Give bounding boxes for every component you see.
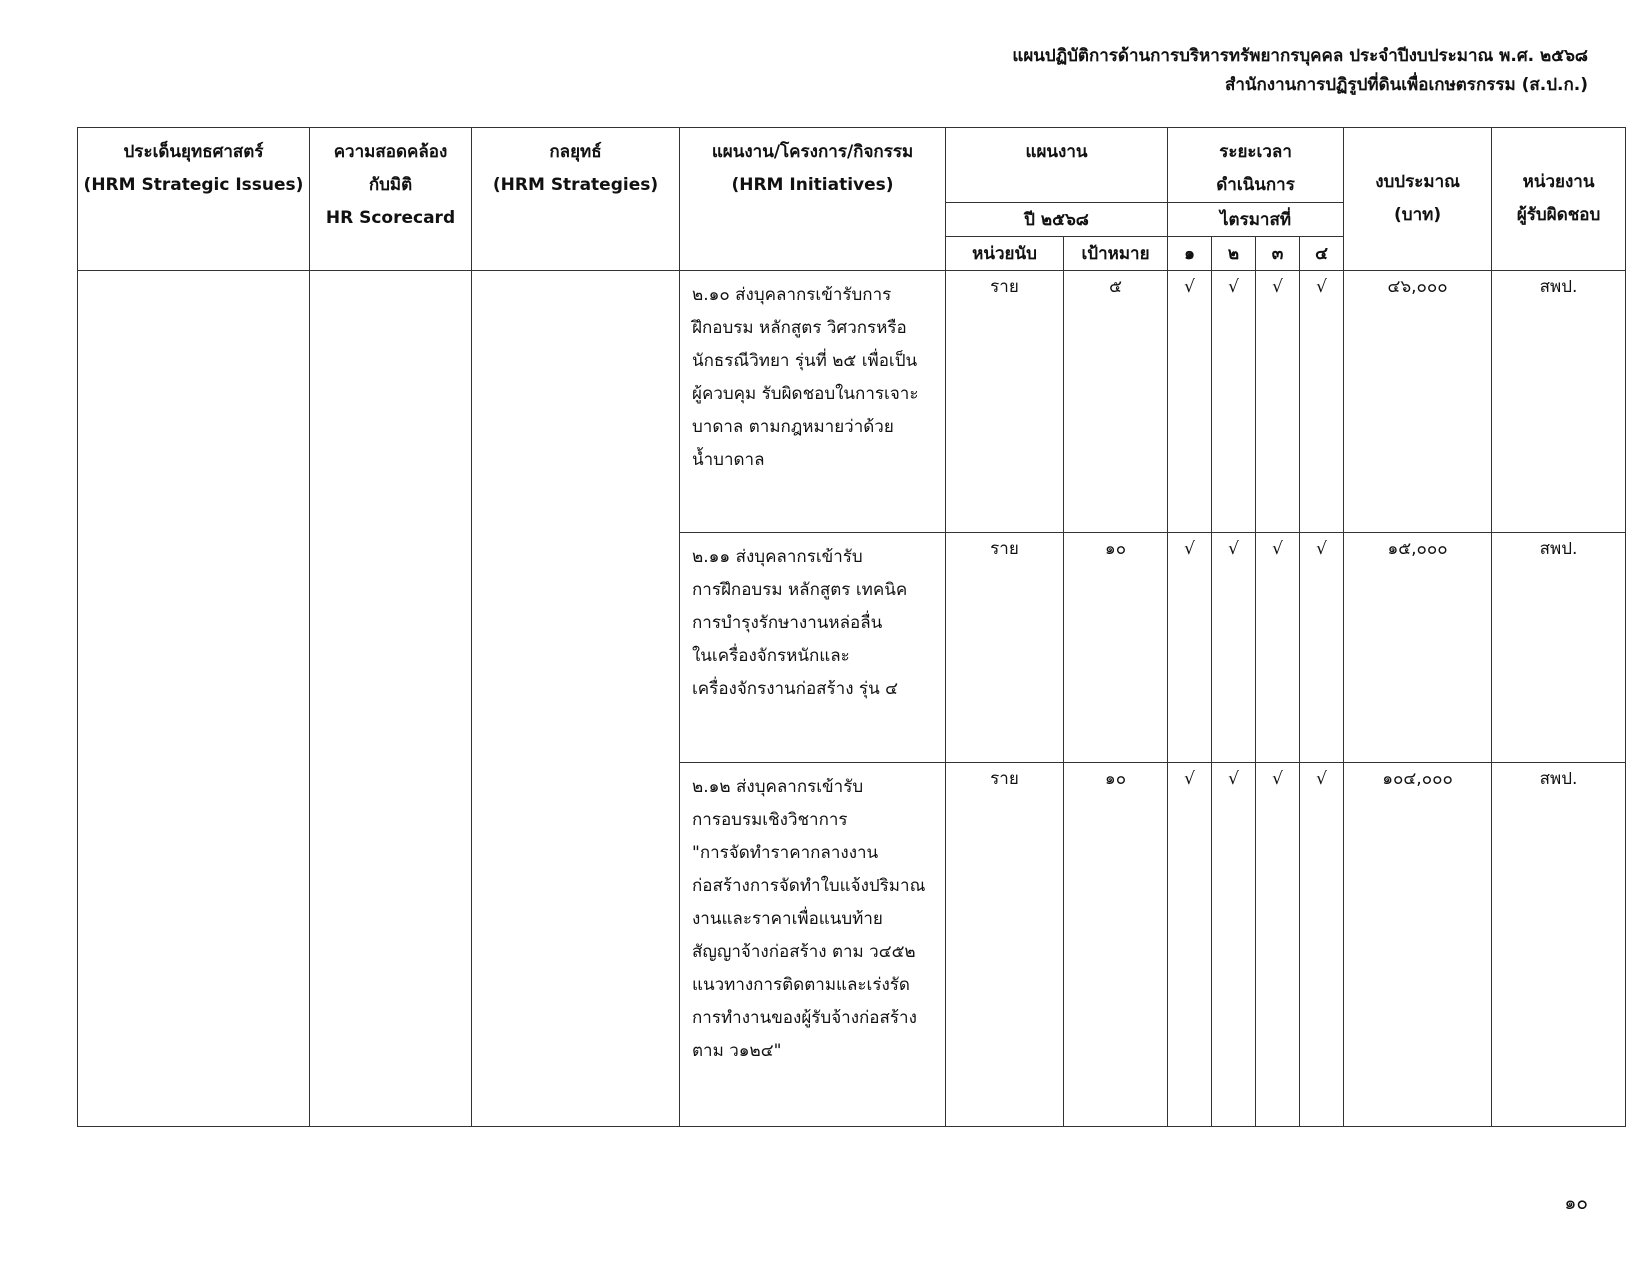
q2-check: √: [1212, 533, 1256, 763]
organization-name: สำนักงานการปฏิรูปที่ดินเพื่อเกษตรกรรม (ส.ป.ก.): [1224, 75, 1588, 95]
header-q3: ๓: [1256, 237, 1300, 271]
responsible-cell: สพป.: [1492, 763, 1626, 1127]
header-strategies: กลยุทธ์ (HRM Strategies): [472, 128, 680, 271]
strategic-issue-cell: [78, 271, 310, 1127]
header-initiatives: แผนงาน/โครงการ/กิจกรรม (HRM Initiatives): [680, 128, 946, 271]
header-responsible: หน่วยงาน ผู้รับผิดชอบ: [1492, 128, 1626, 271]
q4-check: √: [1300, 533, 1344, 763]
header-target: เป้าหมาย: [1064, 237, 1168, 271]
hr-plan-table: [77, 127, 1626, 1127]
header-strategic-issues: ประเด็นยุทธศาสตร์ (HRM Strategic Issues): [78, 128, 310, 271]
q3-check: √: [1256, 763, 1300, 1127]
responsible-cell: สพป.: [1492, 271, 1626, 533]
header-plan: แผนงาน: [946, 128, 1168, 203]
header-unit: หน่วยนับ: [946, 237, 1064, 271]
budget-cell: ๑๐๔,๐๐๐: [1344, 763, 1492, 1127]
page-number: ๑๐: [1564, 1192, 1588, 1214]
header-q2: ๒: [1212, 237, 1256, 271]
header-year: ปี ๒๕๖๘: [946, 203, 1168, 237]
q4-check: √: [1300, 271, 1344, 533]
responsible-cell: สพป.: [1492, 533, 1626, 763]
hr-scorecard-cell: [310, 271, 472, 1127]
header-hr-scorecard: ความสอดคล้อง กับมิติ HR Scorecard: [310, 128, 472, 271]
q4-check: √: [1300, 763, 1344, 1127]
table-row: [78, 271, 1626, 533]
q2-check: √: [1212, 763, 1256, 1127]
strategy-cell: [472, 271, 680, 1127]
target-cell: ๕: [1064, 271, 1168, 533]
header-budget: งบประมาณ (บาท): [1344, 128, 1492, 271]
q1-check: √: [1168, 763, 1212, 1127]
header-q4: ๔: [1300, 237, 1344, 271]
activity-text: ๒.๑๒ ส่งบุคลากรเข้ารับ การอบรมเชิงวิชาการ "การจัดทำราคากลางงาน ก่อสร้างการจัดทำใบแจ้งปริมาณ งานและราคาเพื่อแนบท้าย สัญญาจ้างก่อสร้าง ตาม ว๔๕๒ แนวทางการติดตามและเร่งรัด การทำงานของผู้รับจ้างก่อสร้าง ตาม ว๑๒๔": [692, 777, 926, 1061]
activity-text: ๒.๑๐ ส่งบุคลากรเข้ารับการ ฝึกอบรม หลักสูตร วิศวกรหรือ นักธรณีวิทยา รุ่นที่ ๒๕ เพื่อเป็น ผู้ควบคุม รับผิดชอบในการเจาะ บาดาล ตามกฎหมายว่าด้วย น้ำบาดาล: [692, 285, 919, 470]
q3-check: √: [1256, 533, 1300, 763]
target-cell: ๑๐: [1064, 533, 1168, 763]
target-cell: ๑๐: [1064, 763, 1168, 1127]
q3-check: √: [1256, 271, 1300, 533]
unit-cell: ราย: [946, 533, 1064, 763]
q1-check: √: [1168, 271, 1212, 533]
budget-cell: ๑๕,๐๐๐: [1344, 533, 1492, 763]
document-title: แผนปฏิบัติการด้านการบริหารทรัพยากรบุคคล ประจำปีงบประมาณ พ.ศ. ๒๕๖๘: [1012, 46, 1588, 66]
q2-check: √: [1212, 271, 1256, 533]
q1-check: √: [1168, 533, 1212, 763]
activity-text: ๒.๑๑ ส่งบุคลากรเข้ารับ การฝึกอบรม หลักสูตร เทคนิค การบำรุงรักษางานหล่อลื่น ในเครื่องจักรหนักและ เครื่องจักรงานก่อสร้าง รุ่น ๔: [692, 547, 908, 699]
header-q1: ๑: [1168, 237, 1212, 271]
unit-cell: ราย: [946, 763, 1064, 1127]
unit-cell: ราย: [946, 271, 1064, 533]
budget-cell: ๔๖,๐๐๐: [1344, 271, 1492, 533]
header-period: ระยะเวลา ดำเนินการ: [1168, 128, 1344, 203]
header-quarter: ไตรมาสที่: [1168, 203, 1344, 237]
